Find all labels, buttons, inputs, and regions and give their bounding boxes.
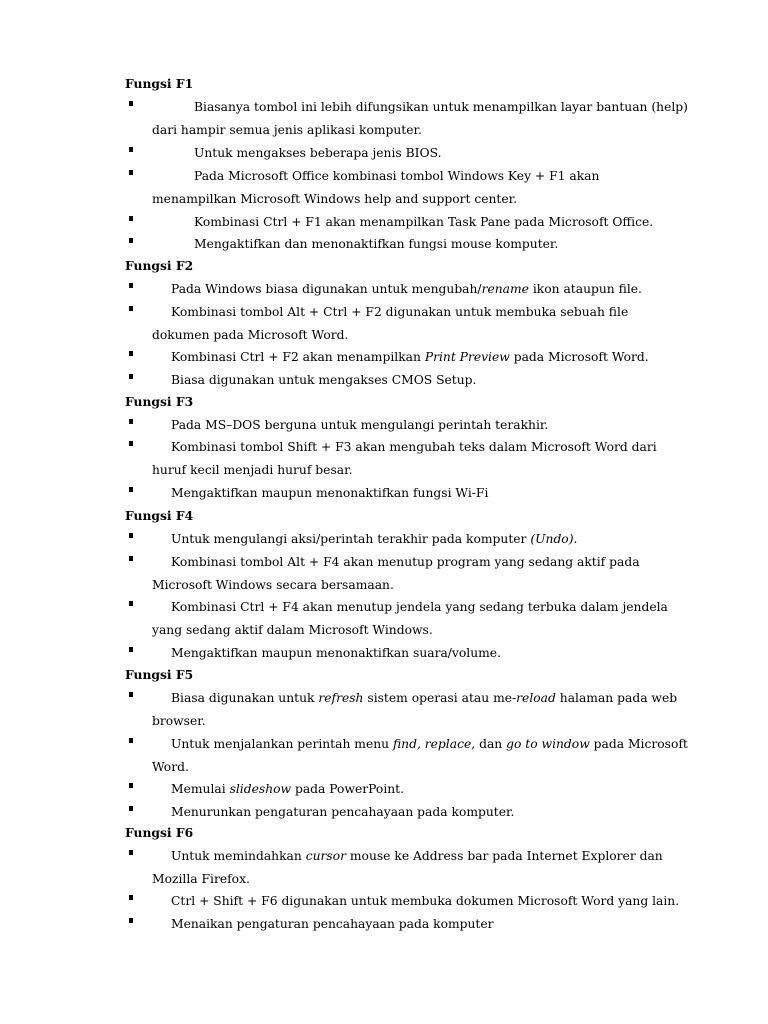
bullet-icon (129, 850, 133, 855)
bullet-icon (129, 895, 133, 900)
bullet-icon (129, 918, 133, 923)
bullet-icon (129, 101, 133, 106)
bullet-icon (129, 647, 133, 652)
bullet-icon (129, 738, 133, 743)
section-heading: Fungsi F3 (125, 394, 194, 409)
bullet-icon (129, 419, 133, 424)
section-heading: Fungsi F1 (125, 76, 194, 91)
section-heading: Fungsi F6 (125, 825, 194, 840)
section-heading: Fungsi F4 (125, 508, 194, 523)
bullet-icon (129, 306, 133, 311)
bullet-icon (129, 533, 133, 538)
bullet-icon (129, 556, 133, 561)
bullet-icon (129, 374, 133, 379)
bullet-icon (129, 441, 133, 446)
bullet-icon (129, 147, 133, 152)
bullet-icon (129, 783, 133, 788)
bullet-icon (129, 692, 133, 697)
section-heading: Fungsi F2 (125, 258, 194, 273)
document-page: Fungsi F1 Biasanya tombol ini lebih difungsikan untuk menampilkan layar bantuan (help) dari hampir semua jenis aplikasi komputer. Untuk mengakses beberapa jenis BIOS. Pada Microsoft Office kombinasi tombol Windows Key + F1 akan menampilkan Microsoft Windows help and support center. Kombinasi Ctrl + F1 akan menampilkan Task Pane pada Microsoft Office. Mengaktifkan dan menonaktifkan fungsi mouse komputer. Fungsi F2 Pada Windows biasa digunakan untuk mengubah/rename ikon ataupun file. Kombinasi tombol Alt + Ctrl + F2 digunakan untuk membuka sebuah file dokumen pada Microsoft Word. Kombinasi Ctrl + F2 akan menampilkan Print Preview pada Microsoft Word. Biasa digunakan untuk mengakses CMOS Setup. Fungsi F3 Pada MS–DOS berguna untuk mengulangi perintah terakhir. Kombinasi tombol Shift + F3 akan mengubah teks dalam Microsoft Word dari huruf kecil menjadi huruf besar. Mengaktifkan maupun menonaktifkan fungsi Wi-Fi Fungsi F4 Untuk mengulangi aksi/perintah terakhir pada komputer (Undo). Kombinasi tombol Alt + F4 akan menutup program yang sedang aktif pada Microsoft Windows secara bersamaan. Kombinasi Ctrl + F4 akan menutup jendela yang sedang terbuka dalam jendela yang sedang aktif dalam Microsoft Windows. Mengaktifkan maupun menonaktifkan suara/volume. Fungsi F5 Biasa digunakan untuk refresh sistem operasi atau me-reload halaman pada web browser. Untuk menjalankan perintah menu find, replace, dan go to window pada Microsoft Word. Memulai slideshow pada PowerPoint. Menurunkan pengaturan pencahayaan pada komputer. Fungsi F6 Untuk memindahkan cursor mouse ke Address bar pada Internet Explorer dan Mozilla Firefox. Ctrl + Shift + F6 digunakan untuk membuka dokumen Microsoft Word yang lain. Menaikan pengaturan pencahayaan pada komputer (125, 76, 688, 931)
bullet-icon (129, 487, 133, 492)
bullet-icon (129, 601, 133, 606)
section-heading: Fungsi F5 (125, 667, 194, 682)
bullet-icon (129, 238, 133, 243)
bullet-icon (129, 806, 133, 811)
bullet-icon (129, 351, 133, 356)
bullet-icon (129, 170, 133, 175)
bullet-icon (129, 283, 133, 288)
bullet-icon (129, 216, 133, 221)
